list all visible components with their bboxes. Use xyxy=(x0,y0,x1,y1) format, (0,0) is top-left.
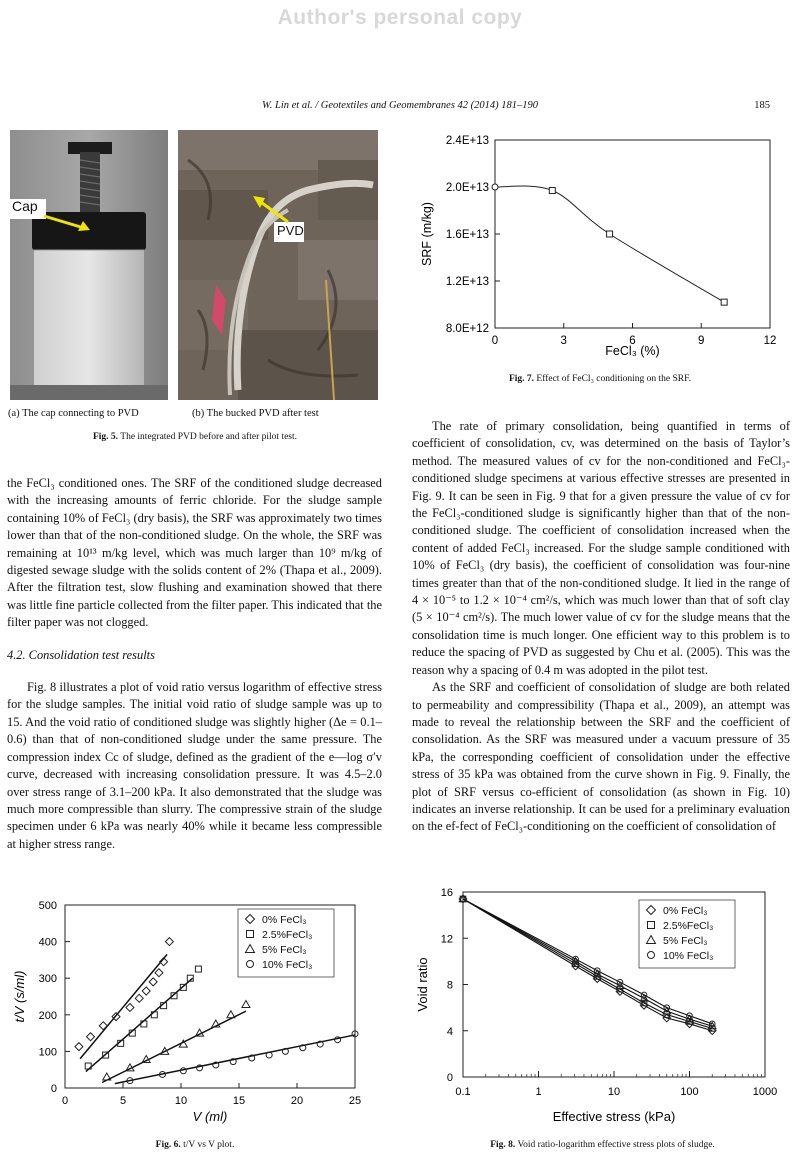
y-tick-label: 1.6E+13 xyxy=(445,229,489,241)
fig6-caption-label: Fig. 6. xyxy=(155,1140,181,1150)
y-tick-label: 16 xyxy=(440,887,453,899)
fit-line-series-1 xyxy=(86,978,193,1071)
srf-data-point xyxy=(492,184,498,190)
data-point-series-2 xyxy=(242,1001,250,1008)
x-tick-label: 3 xyxy=(560,335,567,347)
fig8-caption-label: Fig. 8. xyxy=(490,1140,516,1150)
cap-label: Cap xyxy=(12,198,38,214)
data-point-series-3 xyxy=(335,1037,341,1043)
y-tick-label: 1.2E+13 xyxy=(445,276,489,288)
photo-cap-pvd xyxy=(10,130,168,400)
body-right-p1: The rate of primary consolidation, being quantified in terms of coefficient of consolidation, cv, was determined on the basis of Taylor’s method. The measured values of cv for the non-conditioned and FeCl₃-conditioned sludge specimens at various effective stresses are presented in Fig. 9. It can be seen in Fig. 9 that for a given pressure the value of cv for the FeCl₃-conditioned sludge is significantly higher than that of the non-conditioned sludge. The coefficient of consolidation increased when the content of added FeCl₃ increased. For the sludge sample conditioned with 10% of FeCl₃ (dry basis), the coefficient of consolidation was four-nine times greater than that of the non-conditioned sludge. It lied in the range of 4 × 10⁻⁵ to 1.2 × 10⁻⁴ cm²/s, which was much lower than that of soft clay (5 × 10⁻⁴ cm²/s). The much lower value of cv for the sludge means that the consolidation time is much longer. One efficient way to this problem is to reduce the spacing of PVD as suggested by Chu et al. (2005). This was the reason why a spacing of 0.4 m was adopted in the pilot test. xyxy=(412,419,790,677)
body-right-column xyxy=(412,418,790,836)
y-axis-label: Void ratio xyxy=(415,957,430,1012)
x-axis-label: Effective stress (kPa) xyxy=(552,1109,676,1124)
page-number: 185 xyxy=(754,100,770,111)
x-axis-label: FeCl₃ (%) xyxy=(605,344,660,358)
y-axis-label: t/V (s/ml) xyxy=(12,970,27,1023)
fig6-legend-entry: 0% FeCl₃ xyxy=(262,914,307,926)
x-tick-label: 9 xyxy=(698,335,705,347)
x-tick-label: 0 xyxy=(61,1095,69,1107)
x-tick-label: 25 xyxy=(348,1095,362,1107)
plot-frame xyxy=(495,140,770,328)
y-tick-label: 2.0E+13 xyxy=(445,182,489,194)
x-tick-label: 1 xyxy=(535,1086,542,1098)
x-axis-label: V (ml) xyxy=(192,1109,228,1124)
data-point-series-0 xyxy=(135,994,143,1002)
data-point-series-0 xyxy=(126,1003,134,1011)
x-tick-label: 10 xyxy=(607,1086,621,1098)
data-point-series-0 xyxy=(87,1033,95,1041)
fig6-legend-entry: 10% FeCl₃ xyxy=(262,959,313,971)
y-tick-label: 500 xyxy=(38,900,57,912)
x-tick-label: 0 xyxy=(491,335,499,347)
fig6-caption xyxy=(10,1140,380,1150)
x-tick-label: 100 xyxy=(680,1086,699,1098)
data-point-series-0 xyxy=(165,938,173,946)
x-tick-label: 12 xyxy=(763,335,777,347)
x-tick-label: 1000 xyxy=(752,1086,778,1098)
section-heading: 4.2. Consolidation test results xyxy=(7,647,155,662)
body-left-p2: Fig. 8 illustrates a plot of void ratio versus logarithm of effective stress for the sludge samples. The initial void ratio of sludge sample was up to 15. And the void ratio of conditioned sludge was slightly higher (Δe = 0.1–0.6) than that of non-conditioned sludge under the same pressure. The compression index Cc of sludge, defined as the gradient of the e—log σ′v curve, decreased with increasing consolidation pressure. It was 4.5–2.0 over stress range of 3.1–200 kPa. It also demonstrated that the sludge was much more compressible than slurry. The compressive strain of the sludge specimen under 6 kPa was nearly 40% while it became less compressible at higher stress range. xyxy=(7,680,382,851)
fig5-caption-text: The integrated PVD before and after pilot test. xyxy=(120,432,298,442)
fig8-void-ratio-chart xyxy=(415,885,790,1130)
fig5-caption-label: Fig. 5. xyxy=(92,432,119,442)
body-left-column xyxy=(7,475,382,853)
body-left-p1: the FeCl₃ conditioned ones. The SRF of the conditioned sludge decreased with the increasing amounts of ferric chloride. For the sludge sample containing 10% of FeCl₃ (dry basis), the SRF was approximately two times lower than that of the non-conditioned sludge. On the whole, the SRF was remaining at 10¹³ m/kg level, which was much larger than 10⁹ m/kg of digested sewage sludge with the solids content of 2% (Thapa et al., 2009). After the filtration test, slow flushing and examination showed that there was little fine particle collected from the filter paper. This indicated that the filter paper was not clogged. xyxy=(7,476,382,630)
x-tick-label: 15 xyxy=(232,1095,246,1107)
srf-data-point xyxy=(549,188,555,194)
fig5-caption xyxy=(10,432,380,442)
x-tick-label: 20 xyxy=(290,1095,304,1107)
fig6-legend-entry: 5% FeCl₃ xyxy=(262,944,307,956)
x-tick-label: 6 xyxy=(629,335,636,347)
body-right-p2: As the SRF and coefficient of consolidation of sludge are both related to permeability and compressibility (Thapa et al., 2009), an attempt was made to reveal the relationship between the SRF and the coefficient of consolidation. As the SRF was measured under a vacuum pressure of 35 kPa, the corresponding coefficient of consolidation under the effective stress of 35 kPa was obtained from the curve shown in Fig. 9. Finally, the plot of SRF versus co-efficient of consolidation (as shown in Fig. 10) indicates an inverse relationship. It can be used for a preliminary evaluation on the ef-fect of FeCl₃-conditioning on the coefficient of consolidation of xyxy=(412,680,790,834)
fig8-legend-entry: 2.5%FeCl₃ xyxy=(663,920,714,932)
y-tick-label: 8 xyxy=(446,979,453,992)
y-tick-label: 0 xyxy=(446,1072,453,1084)
fig7-srf-chart xyxy=(415,128,785,363)
fig8-legend-entry: 0% FeCl₃ xyxy=(663,905,708,917)
x-tick-label: 10 xyxy=(174,1095,188,1107)
photo-bucked-pvd xyxy=(178,130,378,400)
fig5-subcaption-a: (a) The cap connecting to PVD xyxy=(8,408,139,419)
srf-data-point xyxy=(721,299,727,305)
y-tick-label: 4 xyxy=(446,1025,453,1038)
fig8-legend-entry: 10% FeCl₃ xyxy=(663,950,714,962)
cap-photo-illustration xyxy=(10,130,168,400)
y-axis-label: SRF (m/kg) xyxy=(420,202,434,266)
y-tick-label: 400 xyxy=(38,936,57,949)
fig6-caption-text: t/V vs V plot. xyxy=(183,1140,235,1150)
watermark: Author's personal copy xyxy=(277,6,523,29)
x-tick-label: 0.1 xyxy=(455,1086,471,1098)
data-point-series-0 xyxy=(75,1043,83,1051)
fig6-legend-entry: 2.5%FeCl₃ xyxy=(262,929,313,941)
x-tick-label: 5 xyxy=(119,1095,127,1107)
fig8-caption xyxy=(415,1140,790,1150)
data-point-series-1 xyxy=(195,966,201,972)
pvd-photo-illustration xyxy=(178,130,378,400)
fig7-caption-text: Effect of FeCl₃ conditioning on the SRF. xyxy=(536,374,692,384)
y-tick-label: 12 xyxy=(440,933,453,946)
srf-trend-line xyxy=(495,186,724,302)
y-tick-label: 200 xyxy=(38,1009,57,1022)
running-title: W. Lin et al. / Geotextiles and Geomembranes 42 (2014) 181–190 xyxy=(261,100,539,111)
data-point-series-0 xyxy=(142,987,150,995)
y-tick-label: 2.4E+13 xyxy=(445,135,489,147)
pvd-label: PVD xyxy=(277,223,304,238)
fig6-tv-chart xyxy=(10,885,380,1130)
srf-data-point xyxy=(607,231,613,237)
fig7-caption-label: Fig. 7. xyxy=(508,374,535,384)
y-tick-label: 100 xyxy=(38,1046,57,1059)
fig5-subcaption-b: (b) The bucked PVD after test xyxy=(192,408,319,419)
data-point-series-0 xyxy=(155,969,163,977)
fig7-caption xyxy=(415,374,785,384)
fig8-caption-text: Void ratio-logarithm effective stress plots of sludge. xyxy=(517,1140,715,1150)
y-tick-label: 8.0E+12 xyxy=(445,323,489,335)
y-tick-label: 0 xyxy=(50,1083,57,1095)
fig8-legend-entry: 5% FeCl₃ xyxy=(663,935,708,947)
y-tick-label: 300 xyxy=(38,973,57,986)
data-point-series-0 xyxy=(149,978,157,986)
